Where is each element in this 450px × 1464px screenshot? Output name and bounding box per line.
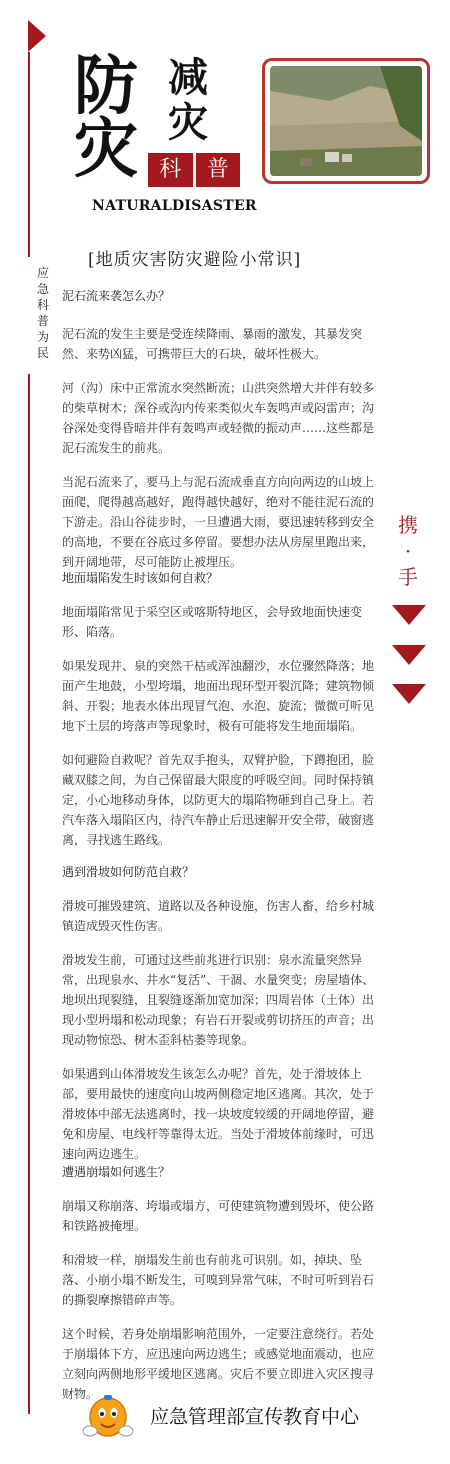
xieshou-dot: ·: [404, 539, 412, 563]
badge-char-pu: 普: [206, 157, 229, 182]
section-debris-flow: [62, 286, 380, 572]
section-paragraph: 滑坡可摧毁建筑、道路以及各种设施，伤害人畜，给乡村城镇造成毁灭性伤害。: [62, 899, 375, 933]
left-rule-bottom: [28, 374, 30, 1414]
side-char: 普: [36, 314, 49, 328]
side-char: 急: [36, 282, 49, 296]
section-question: 地面塌陷发生时该如何自救？: [62, 571, 219, 585]
section-question: 遇到滑坡如何防范自救？: [62, 865, 195, 879]
xieshou-char: 手: [398, 565, 418, 589]
section-paragraph: 如果发现井、泉的突然干枯或浑浊翻沙，水位骤然降落；地面产生地鼓，小型垮塌，地面出现环型开裂沉降；建筑物倾斜、开裂；地表水体出现冒气泡、水泡、旋流；微微可听见地下土层的垮落声等现象时，极有可能将发生地面塌陷。: [62, 659, 375, 733]
section-rockfall: [62, 1162, 380, 1404]
side-char: 民: [36, 346, 49, 360]
title-char-zai-2: 灾: [168, 100, 208, 146]
xieshou-char: 携: [398, 513, 418, 537]
down-triangle-icon: [392, 684, 426, 704]
section-ground-collapse: [62, 568, 380, 850]
section-question: 泥石流来袭怎么办？: [62, 289, 171, 303]
landslide-photo: [270, 66, 422, 176]
side-char: 应: [36, 266, 49, 280]
section-question: 遭遇崩塌如何逃生？: [62, 1165, 171, 1179]
section-paragraph: 这个时候，若身处崩塌影响范围外，一定要注意绕行。若处于崩塌体下方，应迅速向两边逃生；或感觉地面震动，也应立刻向两侧地形平缓地区逃离。灾后不要立即进入灾区搜寻财物。: [62, 1327, 375, 1401]
section-paragraph: 如果遇到山体滑坡发生该怎么办呢？首先，处于滑坡体上部，要用最快的速度向山坡两侧稳定地区逃离。其次，处于滑坡体中部无法逃离时，找一块坡度较缓的开阔地停留，避免和房屋、电线杆等靠得太近。当处于滑坡体前缘时，可迅速向两边逃生。: [62, 1067, 375, 1161]
section-paragraph: 泥石流的发生主要是受连续降雨、暴雨的激发，其暴发突然、来势凶猛，可携带巨大的石块，破坏性极大。: [62, 327, 363, 361]
side-slogan: [36, 265, 50, 361]
down-triangle-icon: [392, 645, 426, 665]
corner-triangle: [28, 20, 46, 52]
section-paragraph: 如何避险自救呢？首先双手抱头，双臂护脸，下蹲抱团，脸藏双膝之间，为自己保留最大限度的呼吸空间。同时保持镇定，小心地移动身体，以防更大的塌陷物砸到自己身上。若汽车落入塌陷区内，待汽车静止后迅速解开安全带，破窗逃离，寻找逃生路线。: [62, 753, 375, 847]
subtitle: [地质灾害防灾避险小常识]: [88, 250, 302, 270]
section-paragraph: 地面塌陷常见于采空区或喀斯特地区，会导致地面快速变形、陷落。: [62, 605, 363, 639]
side-char: 科: [36, 298, 49, 312]
photo-frame: [262, 58, 430, 184]
left-rule-top: [28, 52, 30, 257]
title-char-jian: 减: [168, 55, 208, 101]
mascot-icon: [78, 1387, 138, 1443]
title-char-fang: 防: [74, 50, 138, 124]
section-landslide: [62, 862, 380, 1164]
section-paragraph: 崩塌又称崩落、垮塌或塌方，可使建筑物遭到毁坏，使公路和铁路被掩埋。: [62, 1199, 375, 1233]
xieshou-label: [396, 512, 420, 590]
section-paragraph: 当泥石流来了，要马上与泥石流成垂直方向向两边的山坡上面爬，爬得越高越好，跑得越快越好，绝对不能往泥石流的下游走。沿山谷徒步时，一旦遭遇大雨，要迅速转移到安全的高地，不要在谷底过多停留。要想办法从房屋里跑出来，到开阔地带，尽可能防止被埋压。: [62, 475, 375, 569]
english-title: NATURALDISASTER: [92, 198, 257, 214]
kepu-badge: [148, 153, 240, 187]
title-char-zai: 灾: [74, 113, 138, 187]
section-paragraph: 河（沟）床中正常流水突然断流；山洪突然增大并伴有较多的柴草树木；深谷或沟内传来类似火车轰鸣声或闷雷声；沟谷深处变得昏暗并伴有轰鸣声或轻微的振动声……这些都是泥石流发生的前兆。: [62, 381, 375, 455]
badge-char-ke: 科: [159, 157, 182, 182]
section-paragraph: 滑坡发生前，可通过这些前兆进行识别：泉水流量突然异常，出现泉水、井水“复活”、干涸、水量突变；房屋墙体、地坝出现裂缝，且裂缝逐渐加宽加深；四周岩体（土体）出现小型坍塌和松动现象；有岩石开裂或剪切挤压的声音；出现动物惊恐、树木歪斜枯萎等现象。: [62, 953, 375, 1047]
section-paragraph: 和滑坡一样，崩塌发生前也有前兆可识别。如，掉块、坠落、小崩小塌不断发生，可嗅到异常气味，不时可听到岩石的撕裂摩擦错碎声等。: [62, 1253, 375, 1307]
footer-org-name: 应急管理部宣传教育中心: [150, 1406, 360, 1428]
down-triangle-icon: [392, 605, 426, 625]
side-char: 为: [36, 330, 49, 344]
